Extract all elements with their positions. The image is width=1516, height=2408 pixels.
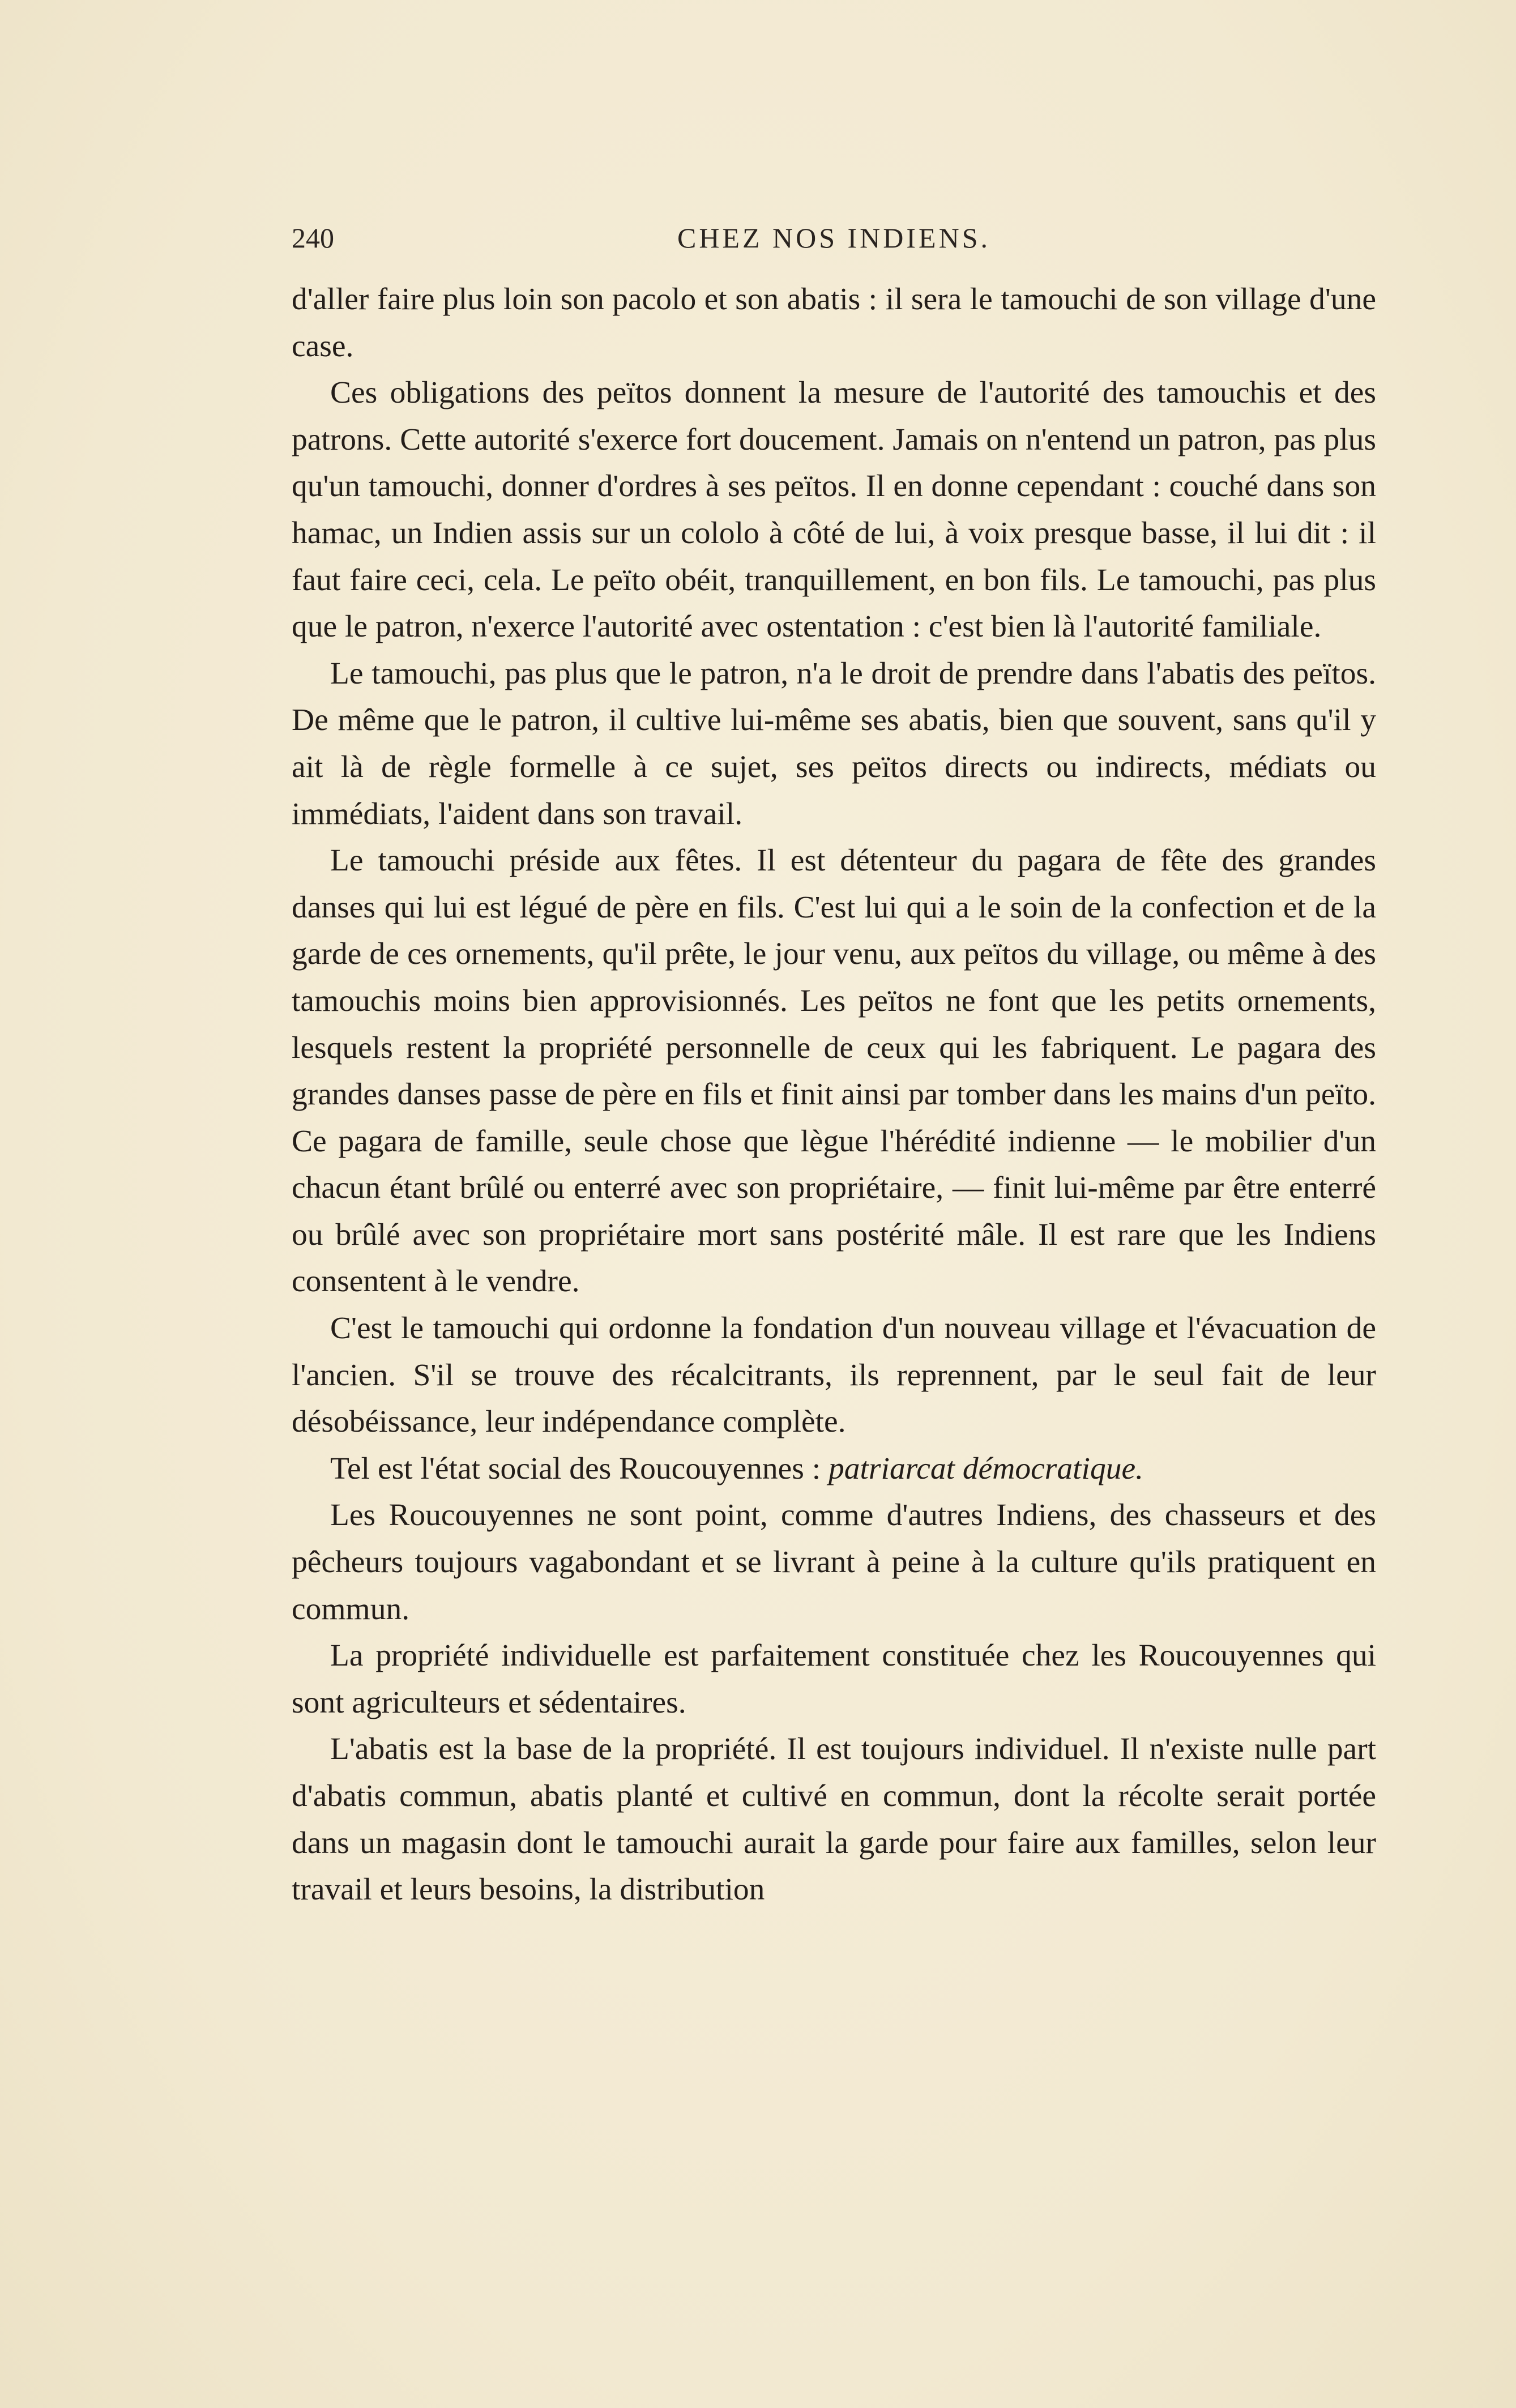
paragraph [292,651,1376,838]
paragraph-text: L'abatis est la base de la propriété. Il est toujours individuel. Il n'existe nulle part d'abatis commun, abatis planté et cultivé en commun, dont la récolte serait portée dans un magasin dont le tamouchi aurait la garde pour faire aux familles, selon leur travail et leurs besoins, la distribution [292,1732,1376,1907]
paragraph-text: Les Roucouyennes ne sont point, comme d'autres Indiens, des chasseurs et des pêcheurs toujours vagabondant et se livrant à peine à la culture qu'ils pratiquent en commun. [292,1498,1376,1626]
paragraph [292,370,1376,651]
running-head [292,218,1376,258]
paragraph-text: d'aller faire plus loin son pacolo et son abatis : il sera le tamouchi de son village d'une case. [292,282,1376,364]
paragraph [292,1446,1376,1493]
paragraph-text: Tel est l'état social des Roucouyennes : [330,1451,829,1486]
running-title: CHEZ NOS INDIENS. [677,222,991,254]
paragraph-emphasis: patriarcat démocratique. [829,1451,1143,1486]
paragraph-text: Ces obligations des peïtos donnent la mesure de l'autorité des tamouchis et des patrons. Cette autorité s'exerce fort doucement. Jamais on n'entend un patron, pas plus qu'un tamouchi, donner d'ordres à ses peïtos. Il en donne cependant : couché dans son hamac, un Indien assis sur un cololo à côté de lui, à voix presque basse, il lui dit : il faut faire ceci, cela. Le peïto obéit, tranquillement, en bon fils. Le tamouchi, pas plus que le patron, n'exerce l'autorité avec ostentation : c'est bien là l'autorité familiale. [292,375,1376,644]
paragraph [292,1305,1376,1446]
paragraph [292,1726,1376,1913]
paragraph [292,276,1376,370]
paragraph-text: Le tamouchi préside aux fêtes. Il est détenteur du pagara de fête des grandes danses qui lui est légué de père en fils. C'est lui qui a le soin de la confection et de la garde de ces ornements, qu'il prête, le jour venu, aux peïtos du village, ou même à des tamouchis moins bien approvisionnés. Les peïtos ne font que les petits ornements, lesquels restent la propriété personnelle de ceux qui les fabriquent. Le pagara des grandes danses passe de père en fils et finit ainsi par tomber dans les mains d'un peïto. Ce pagara de famille, seule chose que lègue l'hérédité indienne — le mobilier d'un chacun étant brûlé ou enterré avec son propriétaire, — finit lui-même par être enterré ou brûlé avec son propriétaire mort sans postérité mâle. Il est rare que les Indiens consentent à le vendre. [292,843,1376,1299]
paragraph-text: Le tamouchi, pas plus que le patron, n'a le droit de prendre dans l'abatis des peïtos. De même que le patron, il cultive lui-même ses abatis, bien que souvent, sans qu'il y ait là de règle formelle à ce sujet, ses peïtos directs ou indirects, médiats ou immédiats, l'aident dans son travail. [292,656,1376,831]
paragraph-text: La propriété individuelle est parfaitement constituée chez les Roucouyennes qui sont agriculteurs et sédentaires. [292,1638,1376,1720]
page-number: 240 [292,222,334,254]
paragraph [292,838,1376,1305]
paragraph-text: C'est le tamouchi qui ordonne la fondation d'un nouveau village et l'évacuation de l'ancien. S'il se trouve des récalcitrants, ils reprennent, par le seul fait de leur désobéissance, leur indépendance complète. [292,1311,1376,1440]
paragraph [292,1492,1376,1633]
body-text [292,276,1376,1914]
paragraph [292,1633,1376,1726]
